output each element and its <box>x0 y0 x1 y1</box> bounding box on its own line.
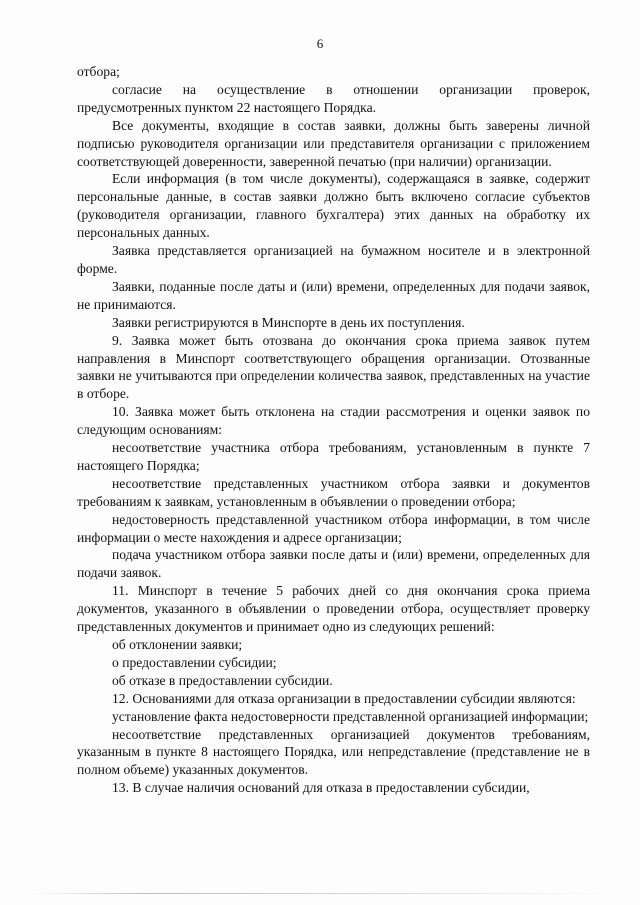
paragraph: Если информация (в том числе документы), содержащаяся в заявке, содержит персональные данные, в состав заявки должно быть включено согласие субъектов (руководителя организации, главного бухгалтера) этих данных на обработку их персональных данных. <box>77 171 590 241</box>
paragraph: Заявки, поданные после даты и (или) времени, определенных для подачи заявок, не принимаются. <box>77 278 590 312</box>
paragraph-item-13: 13. В случае наличия оснований для отказа в предоставлении субсидии, <box>112 780 530 796</box>
document-body <box>77 63 590 797</box>
list-item: несоответствие представленных организацией документов требованиям, указанным в пункте 8 настоящего Порядка, или непредставление (представление не в полном объеме) указанных документов. <box>77 726 590 778</box>
paragraph-item-9: 9. Заявка может быть отозвана до окончания срока приема заявок путем направления в Минспорт соответствующего обращения организации. Отозванные заявки не учитываются при определении количества заявок, представленных на участие в отборе. <box>77 332 590 402</box>
paragraph: Все документы, входящие в состав заявки, должны быть заверены личной подписью руководителя организации или представителя организации с приложением соответствующей доверенности, заверенной печатью (при наличии) организации. <box>77 117 590 169</box>
list-item: подача участником отбора заявки после даты и (или) времени, определенных для подачи заявок. <box>77 547 590 581</box>
list-item: несоответствие участника отбора требованиям, установленным в пункте 7 настоящего Порядка; <box>77 440 590 473</box>
list-item: недостоверность представленной участником отбора информации, в том числе информации о месте нахождения и адресе организации; <box>77 511 590 545</box>
paragraph: согласие на осуществление в отношении организации проверок, предусмотренных пунктом 22 настоящего Порядка. <box>77 81 590 115</box>
paragraph: Заявки регистрируются в Минспорте в день их поступления. <box>112 314 465 330</box>
list-item: об отказе в предоставлении субсидии. <box>112 672 333 688</box>
page-number: 6 <box>316 36 324 51</box>
paragraph: отбора; <box>77 64 120 79</box>
list-item: несоответствие представленных участником отбора заявки и документов требованиям к заявкам, установленным в объявлении о проведении отбора; <box>77 475 590 509</box>
list-item: установление факта недостоверности представленной организацией информации; <box>112 708 589 724</box>
paragraph-item-11: 11. Минспорт в течение 5 рабочих дней со дня окончания срока приема документов, указанного в объявлении о проведении отбора, осуществляет проверку представленных документов и принимает одно из следующих решений: <box>77 583 590 635</box>
paragraph-item-12: 12. Основаниями для отказа организации в предоставлении субсидии являются: <box>112 690 576 706</box>
scan-edge-line <box>30 893 610 894</box>
list-item: об отклонении заявки; <box>112 637 243 652</box>
list-item: о предоставлении субсидии; <box>112 654 277 670</box>
paragraph-item-10: 10. Заявка может быть отклонена на стадии рассмотрения и оценки заявок по следующим основаниям: <box>77 404 590 438</box>
paragraph: Заявка представляется организацией на бумажном носителе и в электронной форме. <box>77 243 590 276</box>
